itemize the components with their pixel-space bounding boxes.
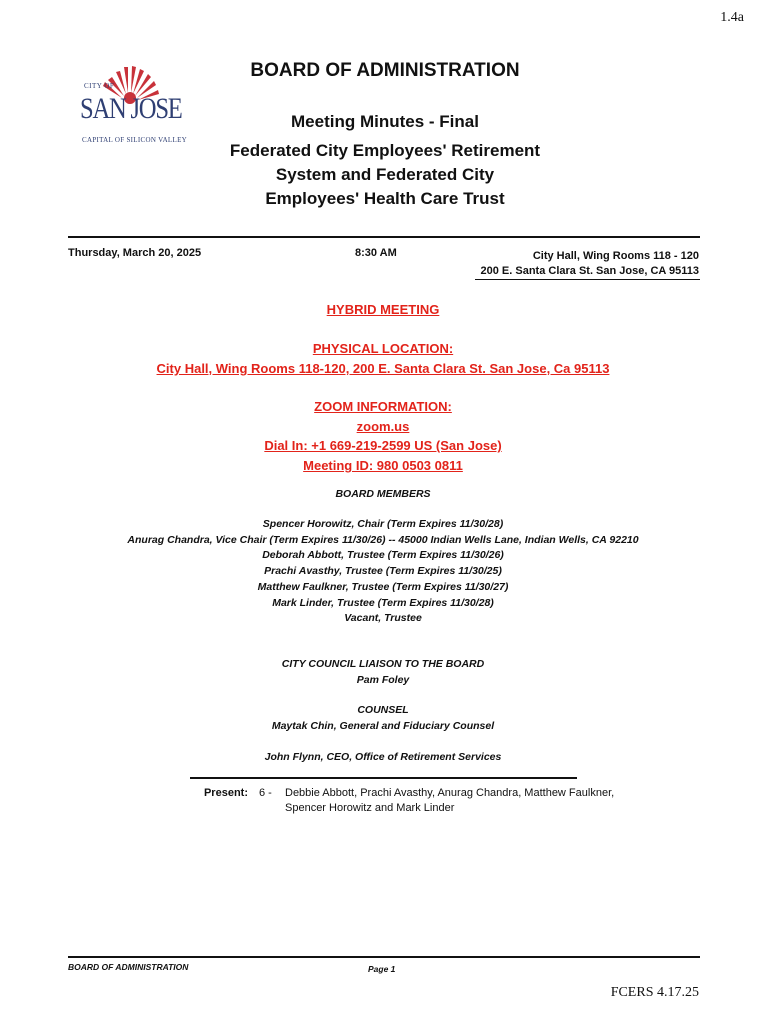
present-names-line-1: Debbie Abbott, Prachi Avasthy, Anurag Chandra, Matthew Faulkner,	[285, 787, 615, 799]
counsel-heading: COUNSEL	[357, 704, 409, 716]
liaison-heading: CITY COUNCIL LIAISON TO THE BOARD	[281, 658, 485, 670]
footer-board-name: BOARD OF ADMINISTRATION	[68, 962, 189, 972]
zoom-info-heading: ZOOM INFORMATION:	[314, 399, 452, 414]
board-member-6: Mark Linder, Trustee (Term Expires 11/30/28)	[272, 597, 494, 609]
board-member-5: Matthew Faulkner, Trustee (Term Expires 11/30/27)	[257, 581, 509, 593]
location-underline	[475, 279, 700, 280]
board-member-1: Spencer Horowitz, Chair (Term Expires 11/30/28)	[262, 518, 504, 530]
board-member-7: Vacant, Trustee	[344, 612, 422, 624]
logo-tagline: CAPITAL OF SILICON VALLEY	[82, 136, 188, 144]
meeting-location-line-2: 200 E. Santa Clara St. San Jose, CA 95113	[480, 265, 699, 277]
page-tag: 1.4a	[720, 10, 744, 25]
san-jose-logo	[80, 52, 188, 152]
dial-in-number: Dial In: +1 669-219-2599 US (San Jose)	[264, 438, 502, 453]
footer-divider	[68, 956, 700, 958]
meeting-location-line-1: City Hall, Wing Rooms 118 - 120	[532, 250, 699, 262]
present-label: Present:	[203, 787, 248, 799]
logo-name: SAN JOSE	[80, 92, 182, 125]
meeting-time: 8:30 AM	[355, 247, 397, 259]
header-divider	[68, 236, 700, 238]
document-type: Meeting Minutes - Final	[291, 112, 479, 131]
board-member-3: Deborah Abbott, Trustee (Term Expires 11/30/26)	[262, 549, 504, 561]
logo-city-of: CITY OF	[84, 82, 115, 90]
footer-page-number: Page 1	[368, 964, 396, 974]
org-name-line-1: Federated City Employees' Retirement	[229, 141, 541, 160]
zoom-link[interactable]: zoom.us	[356, 419, 410, 434]
liaison-name: Pam Foley	[356, 674, 410, 686]
ceo-line: John Flynn, CEO, Office of Retirement Services	[264, 751, 502, 763]
board-member-2: Anurag Chandra, Vice Chair (Term Expires 11/30/26) -- 45000 Indian Wells Lane, Indian Wells, CA 92210	[127, 534, 639, 546]
counsel-name: Maytak Chin, General and Fiduciary Counsel	[271, 720, 495, 732]
physical-location-heading: PHYSICAL LOCATION:	[312, 341, 454, 356]
meeting-date: Thursday, March 20, 2025	[68, 247, 202, 259]
present-count: 6 -	[259, 787, 272, 799]
present-names-line-2: Spencer Horowitz and Mark Linder	[285, 802, 455, 814]
org-name-line-2: System and Federated City	[275, 165, 495, 184]
physical-address: City Hall, Wing Rooms 118-120, 200 E. Santa Clara St. San Jose, Ca 95113	[156, 361, 610, 376]
org-name-line-3: Employees' Health Care Trust	[265, 189, 505, 208]
board-member-4: Prachi Avasthy, Trustee (Term Expires 11/30/25)	[264, 565, 502, 577]
board-title: BOARD OF ADMINISTRATION	[250, 60, 520, 81]
board-members-heading: BOARD MEMBERS	[335, 488, 431, 500]
hybrid-meeting-heading: HYBRID MEETING	[326, 302, 440, 317]
meeting-id: Meeting ID: 980 0503 0811	[303, 458, 463, 473]
fcers-stamp: FCERS 4.17.25	[610, 985, 699, 1000]
attendance-divider	[190, 777, 577, 779]
